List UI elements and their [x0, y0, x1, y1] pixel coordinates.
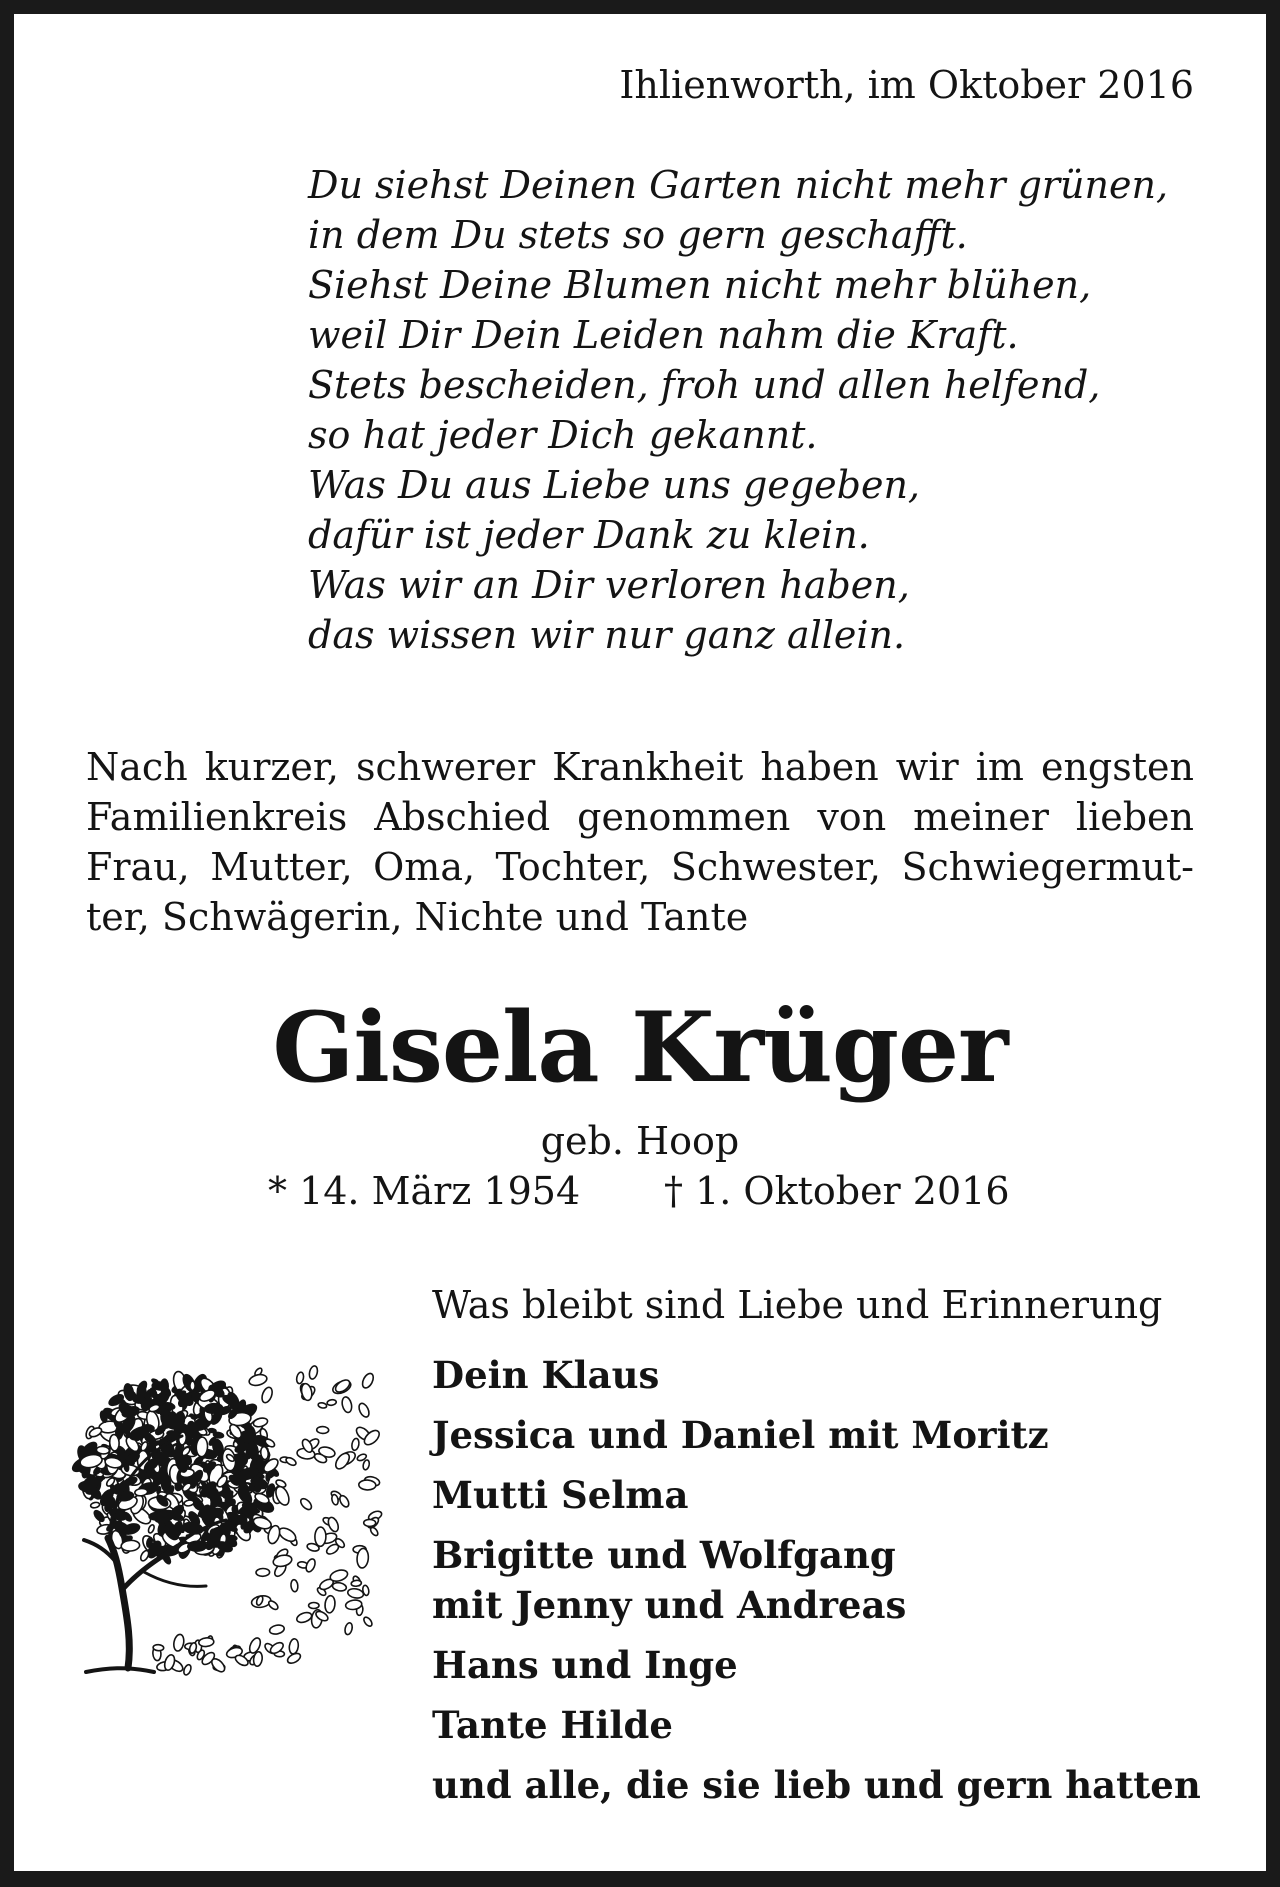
leaf [121, 1540, 140, 1552]
poem-line: so hat jeder Dich gekannt. [308, 413, 818, 457]
leaf [172, 1634, 185, 1652]
leaf [260, 1386, 274, 1404]
mourner-line: Brigitte und Wolfgang [432, 1533, 896, 1577]
leaf [351, 1438, 360, 1451]
mourner: Jessica und Daniel mit Moritz [432, 1413, 1049, 1457]
leaf [269, 1624, 285, 1635]
memorial-motto: Was bleibt sind Liebe und Erinnerung [432, 1283, 1163, 1327]
leaf [362, 1616, 373, 1628]
leaf [153, 1644, 164, 1651]
leaf [286, 1651, 302, 1665]
tree-icon [66, 1350, 386, 1680]
leaf [147, 1524, 155, 1534]
maiden-name: geb. Hoop [540, 1119, 740, 1163]
poem-line: Siehst Deine Blumen nicht mehr blühen, [308, 263, 1092, 307]
poem-line: in dem Du stets so gern geschafft. [308, 213, 968, 257]
poem-line: Was Du aus Liebe uns gegeben, [308, 463, 921, 507]
leaf [324, 1595, 336, 1613]
mourner: Mutti Selma [432, 1473, 689, 1517]
poem-line: Was wir an Dir verloren haben, [308, 563, 910, 607]
poem-line: Stets bescheiden, froh und allen helfend, [308, 363, 1101, 407]
mourner-line: mit Jenny und Andreas [432, 1583, 907, 1627]
leaf [333, 1378, 351, 1395]
leaf [190, 1381, 195, 1390]
leaf [96, 1446, 110, 1455]
poem-line: Du siehst Deinen Garten nicht mehr grünen, [308, 163, 1169, 207]
leaf [290, 1579, 298, 1592]
poem-line: dafür ist jeder Dank zu klein. [308, 513, 870, 557]
mourner: und alle, die sie lieb und gern hatten [432, 1763, 1201, 1807]
leaf [288, 1638, 299, 1654]
leaf [341, 1396, 353, 1413]
leaf [360, 1372, 375, 1390]
leaf [317, 1426, 329, 1433]
announcement-text [86, 742, 1194, 942]
leaf [209, 1656, 226, 1674]
announcement-line: Nach kurzer, schwerer Krankheit haben wir im engsten [86, 745, 1194, 789]
leaf [357, 1402, 371, 1419]
mourners-list [432, 1350, 1201, 1820]
leaf [308, 1365, 319, 1380]
announcement-line: ter, Schwägerin, Nichte und Tante [86, 895, 749, 939]
place-and-date: Ihlienworth, im Oktober 2016 [619, 63, 1194, 107]
leaf [139, 1549, 150, 1562]
leaf [90, 1502, 100, 1509]
leaf [359, 1480, 376, 1491]
leaf [326, 1516, 340, 1533]
poem-line: weil Dir Dein Leiden nahm die Kraft. [308, 313, 1019, 357]
leaf [338, 1494, 351, 1508]
leaf [344, 1622, 354, 1635]
leaf [295, 1611, 312, 1625]
mourner: Tante Hilde [432, 1703, 673, 1747]
deceased-name: Gisela Krüger [272, 991, 1008, 1104]
leaf [184, 1499, 195, 1506]
leaf [285, 1456, 297, 1467]
mourner: Dein Klaus [432, 1353, 660, 1397]
leaf [364, 1519, 376, 1526]
leaf [315, 1527, 326, 1546]
leaf [299, 1497, 314, 1512]
announcement-line: Familienkreis Abschied genommen von meiner lieben [86, 795, 1194, 839]
leaf [304, 1558, 316, 1574]
leaf [296, 1372, 305, 1385]
leaf [256, 1568, 270, 1576]
leaf [248, 1373, 268, 1387]
death-date: † 1. Oktober 2016 [664, 1169, 1010, 1213]
leaf [182, 1664, 192, 1676]
mourner [432, 1530, 1201, 1630]
leaf [309, 1603, 319, 1609]
poem-line: das wissen wir nur ganz allein. [308, 613, 906, 657]
leaf [267, 1599, 279, 1611]
leaf [351, 1580, 362, 1587]
leaf [318, 1402, 327, 1409]
leaf [329, 1568, 349, 1583]
leaf [196, 1437, 208, 1457]
poem [308, 160, 1168, 660]
birth-date: * 14. März 1954 [268, 1169, 581, 1213]
leaf [347, 1588, 364, 1600]
leaf [362, 1459, 370, 1470]
announcement-line: Frau, Mutter, Oma, Tochter, Schwester, Schwiegermut- [86, 845, 1194, 889]
leaf [327, 1399, 337, 1406]
leaf [253, 1417, 269, 1428]
leaf [134, 1488, 147, 1496]
mourner: Hans und Inge [432, 1643, 738, 1687]
leaf [198, 1637, 214, 1647]
leaf [332, 1582, 347, 1593]
